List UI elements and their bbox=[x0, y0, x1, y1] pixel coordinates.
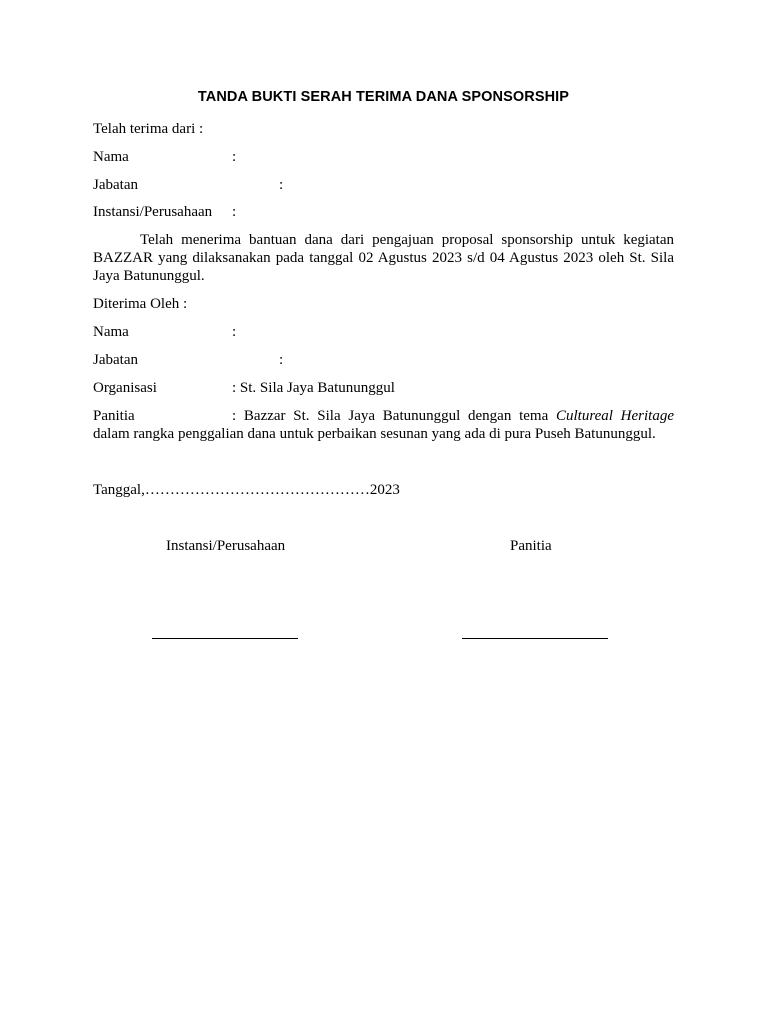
received-by-name-colon bbox=[232, 323, 236, 341]
received-from-jabatan-label: Jabatan bbox=[93, 177, 138, 193]
panitia-sep: : bbox=[232, 408, 237, 424]
panitia-value-before: Bazzar St. Sila Jaya Batununggul dengan tema bbox=[243, 408, 549, 424]
statement-line1: Telah menerima bantuan dana dari pengajuan proposal sponsorship untuk kegiatan bbox=[140, 232, 674, 248]
received-from-heading: Telah terima dari : bbox=[93, 121, 204, 137]
received-from-name-label: Nama bbox=[93, 149, 129, 165]
received-by-organisasi-colon bbox=[232, 379, 395, 397]
received-from-instansi-colon bbox=[232, 203, 236, 221]
received-from-jabatan-colon bbox=[279, 176, 283, 194]
received-by-heading: Diterima Oleh : bbox=[93, 296, 188, 312]
date-line bbox=[93, 481, 400, 499]
document-title: TANDA BUKTI SERAH TERIMA DANA SPONSORSHIP bbox=[197, 89, 570, 105]
received-by-jabatan-colon bbox=[279, 351, 283, 369]
panitia-theme: Cultureal Heritage bbox=[555, 408, 674, 424]
received-by-name-label: Nama bbox=[93, 324, 129, 340]
date-dots: ……………………………………… bbox=[144, 482, 370, 498]
date-label: Tanggal, bbox=[93, 482, 145, 498]
received-by-name-sep: : bbox=[232, 324, 237, 340]
signature-line-instansi bbox=[152, 638, 298, 639]
received-from-name-sep: : bbox=[232, 149, 237, 165]
received-by-jabatan-label: Jabatan bbox=[93, 352, 138, 368]
received-by-organisasi-sep: : bbox=[232, 380, 237, 396]
received-from-instansi-sep: : bbox=[232, 204, 237, 220]
signature-line-panitia bbox=[462, 638, 608, 639]
statement-paragraph bbox=[93, 231, 674, 285]
statement-rest: BAZZAR yang dilaksanakan pada tanggal 02 Agustus 2023 s/d 04 Agustus 2023 oleh St. Sila Jaya Batununggul. bbox=[93, 250, 674, 284]
received-from-name-colon bbox=[232, 148, 236, 166]
received-from-jabatan-sep: : bbox=[279, 177, 284, 193]
received-by-organisasi-label: Organisasi bbox=[93, 380, 157, 396]
received-by-organisasi-value: St. Sila Jaya Batununggul bbox=[239, 380, 395, 396]
date-year: 2023 bbox=[369, 482, 400, 498]
received-by-jabatan-sep: : bbox=[279, 352, 284, 368]
received-from-instansi-label: Instansi/Perusahaan bbox=[93, 204, 213, 220]
panitia-value-after: dalam rangka penggalian dana untuk perbaikan sesunan yang ada di pura Puseh Batununggul. bbox=[93, 426, 656, 442]
panitia-paragraph bbox=[93, 407, 674, 443]
panitia-label: Panitia bbox=[93, 408, 135, 424]
signature-label-instansi: Instansi/Perusahaan bbox=[166, 538, 286, 554]
signature-label-panitia: Panitia bbox=[510, 538, 552, 554]
